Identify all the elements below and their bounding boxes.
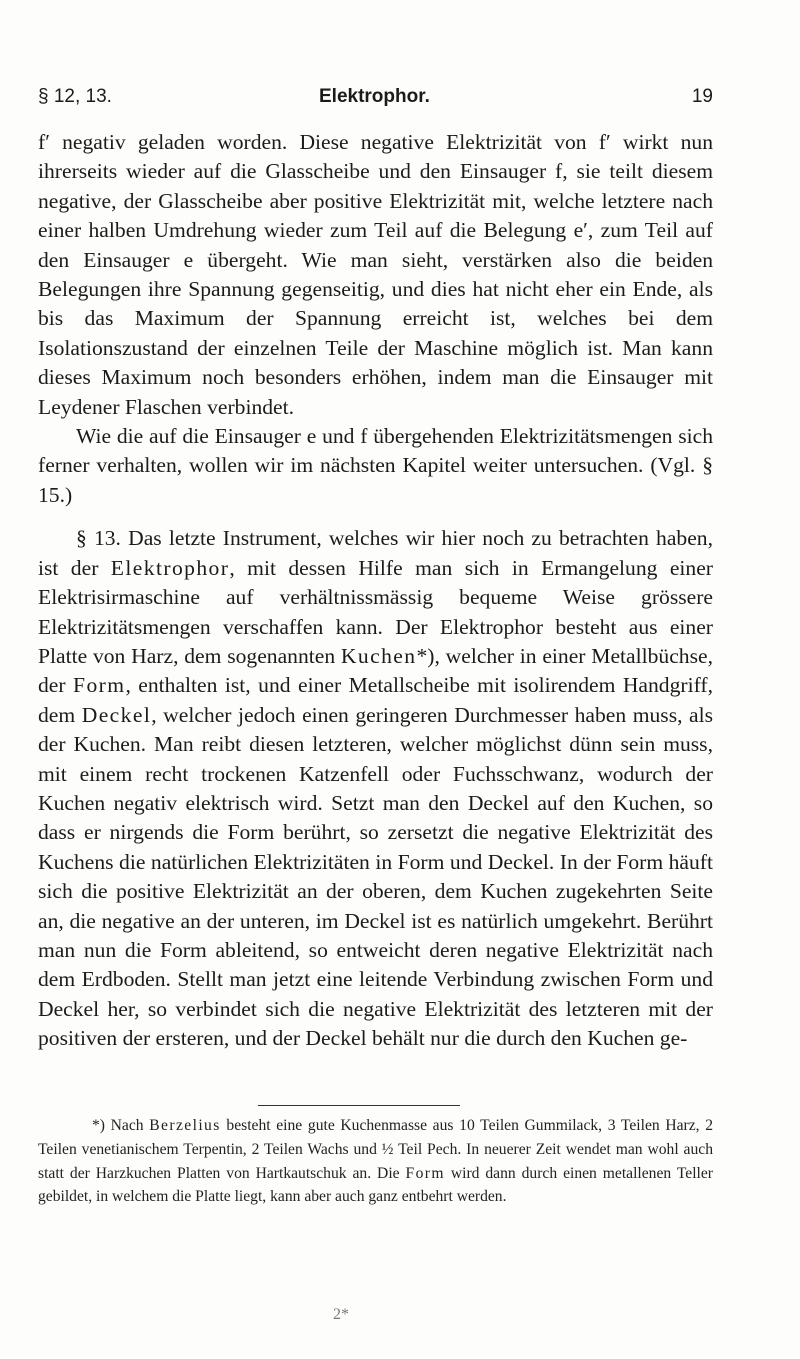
footnote-divider: [258, 1105, 460, 1106]
section-reference: § 12, 13.: [38, 86, 112, 107]
paragraph-3: [38, 524, 713, 1053]
paragraph-3-part-3: *), welcher in einer Metallbüchse, der: [38, 643, 713, 698]
footnote-part-2: besteht eine gute Kuchenmasse aus 10 Teilen Gummilack, 3 Teilen Harz, 2 Teilen venetianischem Terpentin, 2 Teilen Wachs und ½ Teil Pech. In neuerer Zeit wendet man wohl auch statt der Harzkuchen Platten von Hartkautschuk an. Die: [38, 1117, 713, 1182]
running-title: Elektrophor.: [319, 86, 430, 107]
footnote: [38, 1114, 713, 1209]
page-header: [38, 86, 713, 110]
term-form: Form: [73, 673, 126, 698]
term-deckel: Deckel: [81, 702, 152, 727]
footnote-part-3: wird dann durch einen metallenen Teller gebildet, in welchem die Platte liegt, kann aber auch ganz entbehrt werden.: [38, 1164, 713, 1206]
page-number: 19: [691, 86, 713, 107]
term-elektrophor: Elektrophor: [110, 555, 230, 580]
footnote-lead: *) Nach: [92, 1117, 150, 1134]
paragraph-2: Wie die auf die Einsauger e und f übergehenden Elektrizitätsmengen sich ferner verhalten, wollen wir im nächsten Kapitel weiter untersuchen. (Vgl. § 15.): [38, 424, 713, 507]
paragraph-1: f′ negativ geladen worden. Diese negative Elektrizität von f′ wirkt nun ihrerseits wieder auf die Glasscheibe und den Einsauger f, sie teilt diesem negative, der Glasscheibe aber positive Elektrizität mit, welche letztere nach einer halben Umdrehung wieder zum Teil auf die Belegung e′, zum Teil auf den Einsauger e übergeht. Wie man sieht, verstärken also die beiden Belegungen ihre Spannung gegenseitig, und dies hat nicht eher ein Ende, als bis das Maximum der Spannung erreicht ist, welches bei dem Isolationszustand der einzelnen Teile der Maschine möglich ist. Man kann dieses Maximum noch besonders erhöhen, indem man die Einsauger mit Leydener Flaschen verbindet.: [38, 130, 713, 419]
footnote-text: [38, 1114, 713, 1209]
paragraph-3-part-2: , mit dessen Hilfe man sich in Ermangelung einer Elektrisirmaschine auf verhältnissmässig bequeme Weise grössere Elektrizitätsmengen verschaffen kann. Der Elektrophor besteht aus einer Platte von Harz, dem sogenannten: [38, 555, 713, 668]
paragraph-3-part-5: , welcher jedoch einen geringeren Durchmesser haben muss, als der Kuchen. Man reibt diesen letzteren, welcher möglichst dünn sein muss, mit einem recht trockenen Katzenfell oder Fuchsschwanz, wodurch der Kuchen negativ elektrisch wird. Setzt man den Deckel auf den Kuchen, so dass er nirgends die Form berührt, so zersetzt die negative Elektrizität des Kuchens die natürlichen Elektrizitäten in Form und Deckel. In der Form häuft sich die positive Elektrizität an der oberen, dem Kuchen zugekehrten Seite an, die negative an der unteren, im Deckel ist es natürlich umgekehrt. Berührt man nun die Form ableitend, so entweicht deren negative Elektrizität nach dem Erdboden. Stellt man jetzt eine leitende Verbindung zwischen Form und Deckel her, so verbindet sich die negative Elektrizität des letzteren mit der positiven der ersteren, und der Deckel behält nur die durch den Kuchen ge-: [38, 702, 714, 1051]
footnote-term-form: Form: [405, 1164, 445, 1182]
paragraph-3-part-4: , enthalten ist, und einer Metallscheibe mit isolirendem Handgriff, dem: [38, 673, 713, 727]
sheet-signature: 2*: [333, 1306, 349, 1323]
main-text: [38, 128, 713, 1054]
term-kuchen: Kuchen: [340, 643, 417, 668]
paragraph-3-lead: § 13. Das letzte Instrument, welches wir hier noch zu betrachten haben, ist der: [38, 526, 713, 580]
footnote-name: Berzelius: [149, 1117, 221, 1134]
paragraph-gap: [38, 510, 713, 524]
